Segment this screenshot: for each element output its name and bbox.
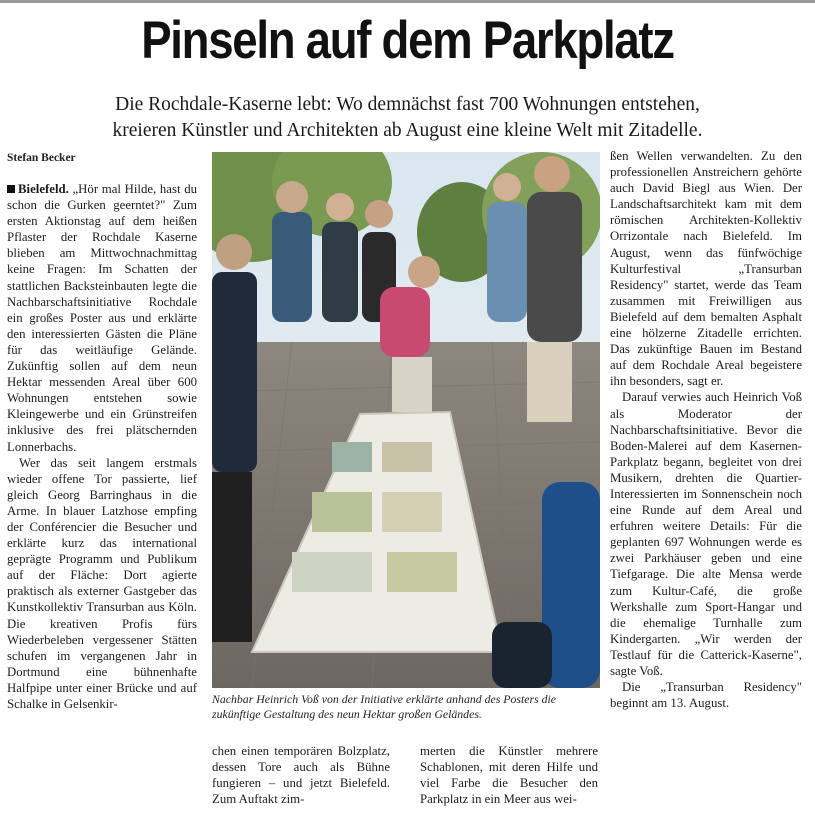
bullet-square-icon [7, 185, 15, 193]
paragraph: Die „Transurban Residency" beginnt am 13. August. [610, 680, 802, 711]
paragraph: Wer das seit langem erstmals wieder offene Tor passierte, lief gleich Georg Barringhaus in die Arme. In blauer Latzhose empfing der Conférencier die Besucher und erklärte kurz das international geprägte Programm und Publikum auf der Fläche: Dort agierte praktisch als externer Gastgeber das Kunstkollektiv Transurban aus Köln. Die kreativen Profis fürs Wiederbeleben vergessener Stätten schufen im vergangenen Jahr in Dortmund eine bühnenhafte Halfpipe unter einer Brücke und auf Schalke in Gelsenkir- [7, 455, 197, 711]
article-column-4 [610, 148, 802, 823]
paragraph: merten die Künstler mehrere Schablonen, mit deren Hilfe und viel Farbe die Besucher den Parkplatz in ein Meer aus wei- [420, 744, 598, 807]
paragraph-text: „Hör mal Hilde, hast du schon die Gurken geerntet?" Zum ersten Aktionstag auf dem heißen Pflaster der Rochdale Kaserne blieben am Mittwochnachmittag keine Fragen: Im Schatten der stattlichen Backsteinbauten legte die Nachbarschaftsinitiative Rochdale ein großes Poster aus und erklärte den interessierten Gästen die Pläne für das weitläufige Gelände. Zukünftig sollen auf dem neun Hektar messenden Areal über 600 Wohnungen entstehen sowie Kleingewerbe und ein Grünstreifen inklusive des frei plätschernden Lonnerbachs. [7, 182, 197, 454]
paragraph: chen einen temporären Bolzplatz, dessen Tore auch als Bühne fungieren – und jetzt Bielefeld. Zum Auftakt zim- [212, 744, 390, 807]
headline: Pinseln auf dem Parkplatz [141, 11, 674, 70]
photo-caption: Nachbar Heinrich Voß von der Initiative erklärte anhand des Posters die zukünftige Gestaltung des neun Hektar großen Geländes. [212, 692, 557, 721]
article-photo [212, 152, 600, 688]
subheadline-line-1: Die Rochdale-Kaserne lebt: Wo demnächst fast 700 Wohnungen entstehen, [115, 94, 700, 115]
article-column-1 [7, 181, 197, 821]
author-byline: Stefan Becker [7, 152, 76, 164]
photo-illustration [212, 152, 600, 688]
dateline: Bielefeld. [18, 182, 69, 196]
top-rule [0, 0, 815, 3]
paragraph: Darauf verwies auch Heinrich Voß als Moderator der Nachbarschaftsinitiative. Bevor die Boden-Malerei auf dem Kasernen-Parkplatz begann, begleitet von drei Musikern, drehten die Quartier-Interessierten im Sonnenschein noch eine Runde auf dem Areal und erfuhren weitere Details: Für die geplanten 697 Wohnungen werde es zwei Parkhäuser geben und eine Tiefgarage. Die alte Mensa werde zum Kultur-Café, die große Werkshalle zum Sport-Hangar und die ehemalige Turnhalle zum Kindergarten. „Wir werden der Testlauf für die Catterick-Kaserne", sagte Voß. [610, 390, 802, 678]
subheadline-line-2: kreieren Künstler und Architekten ab August eine kleine Welt mit Zitadelle. [112, 120, 703, 141]
article-column-3 [420, 743, 598, 823]
paragraph: ßen Wellen verwandelten. Zu den professionellen Anstreichern gehörte auch David Biegl aus Wien. Der Landschaftsarchitekt kam mit dem römischen Architekten-Kollektiv Orrizontale nach Bielefeld. Im August, wenn das fünfwöchige Kulturfestival „Transurban Residency" startet, werde das Team zusammen mit Freiwilligen aus Bielefeld auf dem bemalten Asphalt eine hölzerne Zitadelle errichten. Das zukünftige Bauen im Bestand auf dem Rochdale Areal begeistere ihn besonders, sagt er. [610, 149, 802, 389]
paragraph [7, 181, 197, 455]
article-column-2 [212, 743, 390, 823]
